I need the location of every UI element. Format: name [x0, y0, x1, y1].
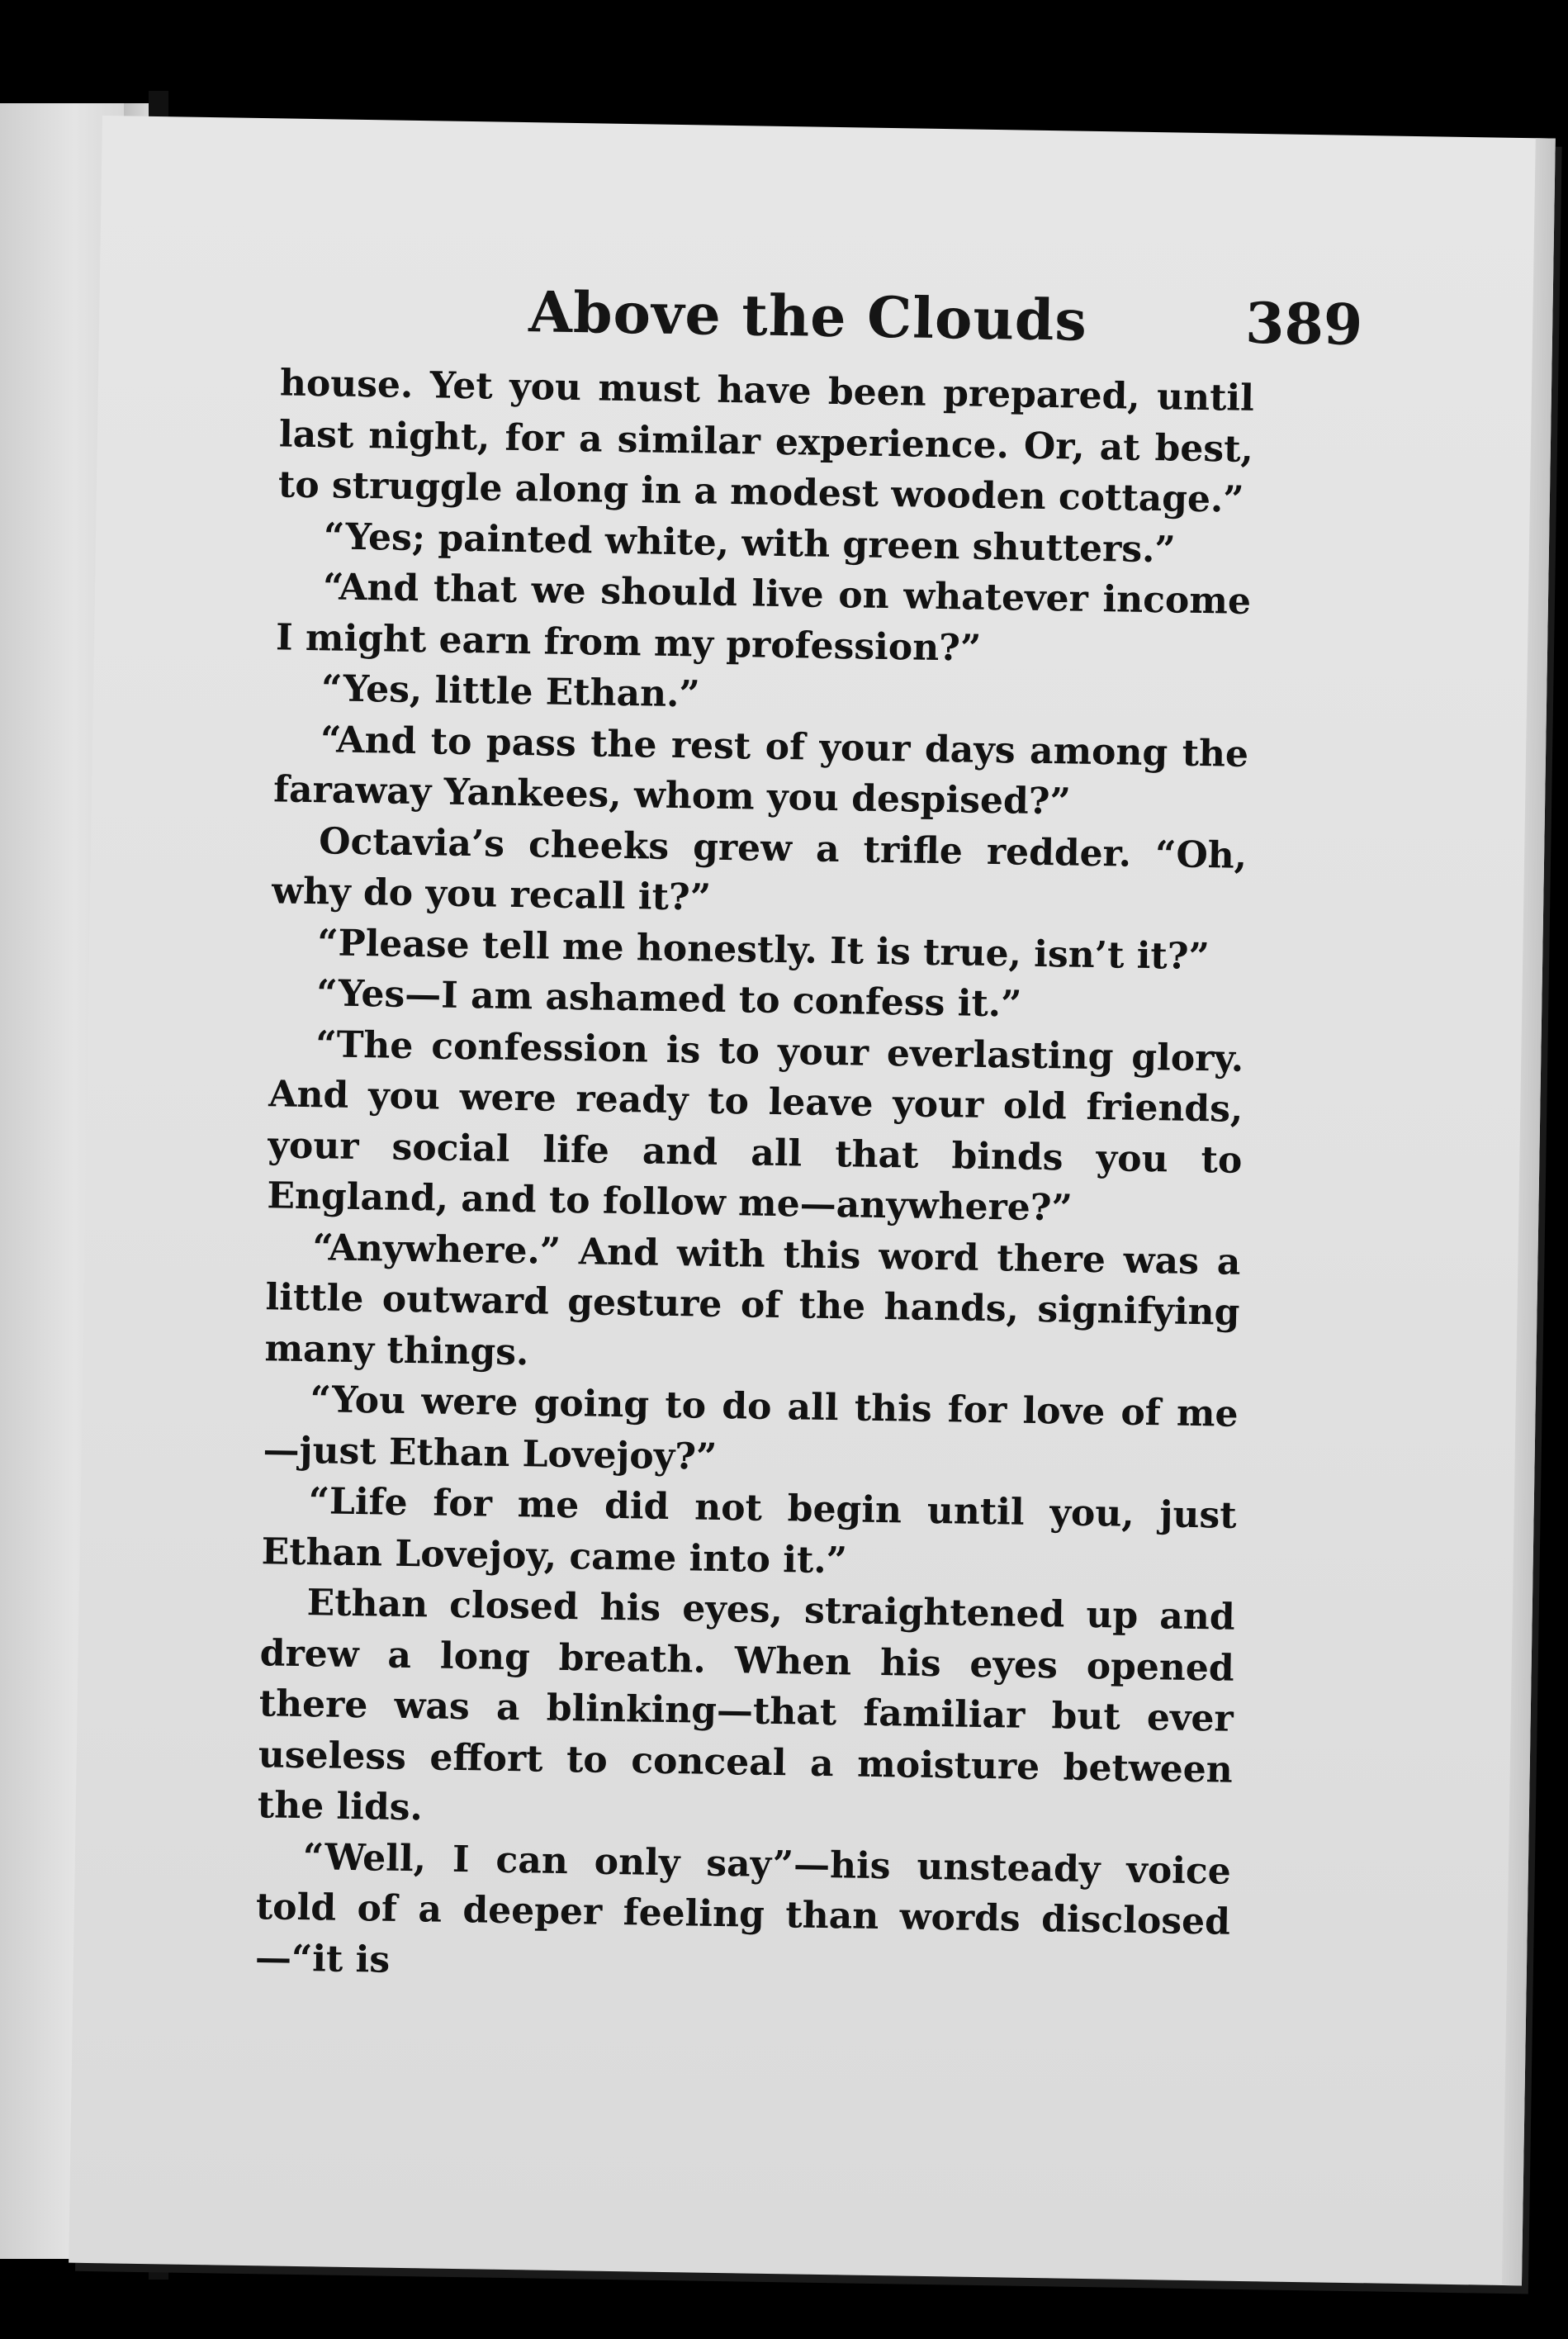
- paragraph: “And to pass the rest of your days among the faraway Yankees, whom you despised?”: [272, 718, 1249, 823]
- paragraph: “The confession is to your everlasting glory. And you were ready to leave your old friends, your social life and all that binds you to England, and to follow me—anywhere?”: [267, 1022, 1244, 1230]
- paragraph: “Please tell me honestly. It is true, isn’t it?”: [316, 921, 1210, 978]
- body-text: [255, 358, 1255, 1998]
- paragraph: “Yes; painted white, with green shutters.”: [323, 515, 1177, 571]
- paragraph: Ethan closed his eyes, straightened up and drew a long breath. When his eyes opened there was a blinking—that familiar but ever useless effort to conceal a moisture between the lids.: [257, 1582, 1236, 1829]
- paragraph: Octavia’s cheeks grew a trifle redder. “Oh, why do you recall it?”: [271, 819, 1248, 919]
- book-page: [69, 116, 1556, 2285]
- paragraph: “Life for me did not begin until you, just Ethan Lovejoy, came into it.”: [261, 1480, 1237, 1582]
- paragraph: “Well, I can only say”—his unsteady voice told of a deeper feeling than words disclosed—“it is: [254, 1835, 1232, 1981]
- page-number: 389: [1244, 290, 1363, 358]
- running-title: Above the Clouds: [528, 279, 1088, 354]
- page-edge: [1502, 138, 1556, 2285]
- paragraph: “Yes—I am ashamed to confess it.”: [315, 972, 1022, 1026]
- paragraph: “Anywhere.” And with this word there was a little outward gesture of the hands, signifying many things.: [264, 1226, 1241, 1374]
- paragraph: “Yes, little Ethan.”: [320, 667, 701, 716]
- paragraph: “You were going to do all this for love of me—just Ethan Lovejoy?”: [263, 1378, 1239, 1478]
- paragraph: house. Yet you must have been prepared, until last night, for a similar experience. Or, at best, to struggle along in a modest wooden cottage.”: [277, 362, 1255, 521]
- paragraph: “And that we should live on whatever income I might earn from my profession?”: [275, 566, 1252, 670]
